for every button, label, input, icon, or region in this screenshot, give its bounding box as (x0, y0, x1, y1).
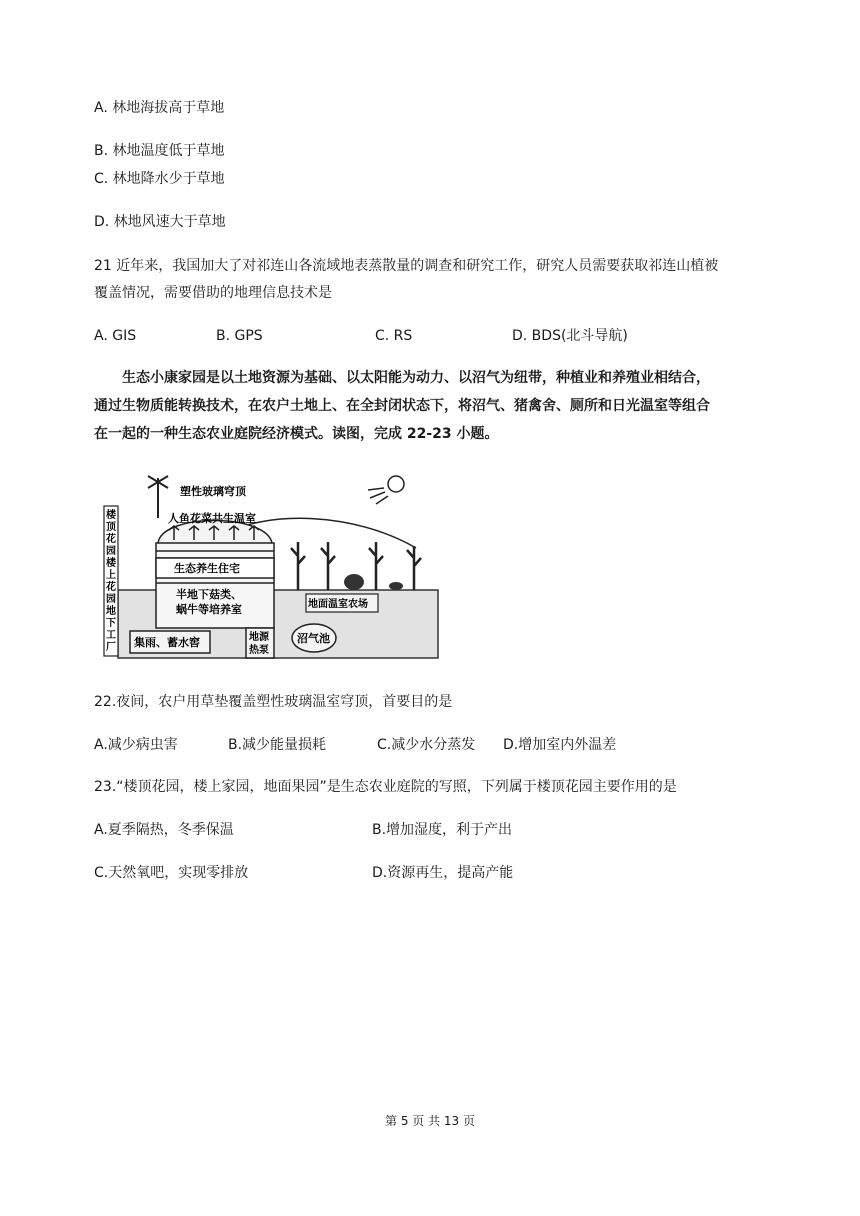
q23-option-c: C.天然氧吧，实现零排放 (94, 865, 249, 881)
q21-stem-line1: 21 近年来，我国加大了对祁连山各流域地表蒸散量的调查和研究工作，研究人员需要获取祁连山植被 (94, 258, 719, 274)
q22-option-d: D.增加室内外温差 (503, 737, 617, 753)
passage-line3: 在一起的一种生态农业庭院经济模式。读图，完成 22-23 小题。 (94, 426, 499, 442)
side-label-char: 地 (106, 606, 116, 617)
dome-label: 塑性玻璃穹顶 (180, 485, 246, 498)
q20-option-c: C. 林地降水少于草地 (94, 171, 225, 187)
side-label-char: 下 (106, 618, 116, 629)
q22-option-b: B.减少能量损耗 (228, 737, 327, 753)
side-label-char: 顶 (106, 522, 116, 533)
livestock (344, 574, 364, 590)
q21-option-b: B. GPS (216, 328, 263, 344)
heatpump-label-2: 热泵 (249, 645, 269, 656)
side-label-char: 楼 (106, 558, 116, 569)
basement-label-2: 蜗牛等培养室 (176, 603, 242, 616)
page-footer: 第 5 页 共 13 页 (385, 1114, 475, 1128)
q20-option-d: D. 林地风速大于草地 (94, 214, 226, 230)
q22-stem: 22.夜间，农户用草垫覆盖塑性玻璃温室穹顶，首要目的是 (94, 694, 453, 710)
residence-label: 生态养生住宅 (174, 562, 240, 575)
q21-option-c: C. RS (375, 328, 413, 344)
heatpump-label-1: 地源 (249, 632, 269, 643)
q22-option-a: A.减少病虫害 (94, 737, 178, 753)
q21-option-a: A. GIS (94, 328, 137, 344)
sun-icon (388, 476, 404, 492)
q21-stem-line2: 覆盖情况，需要借助的地理信息技术是 (94, 285, 332, 301)
side-label-char: 工 (106, 630, 116, 641)
eco-home-diagram (96, 468, 446, 664)
side-label-char: 园 (106, 594, 116, 605)
side-label-char: 上 (106, 570, 116, 581)
q22-option-c: C.减少水分蒸发 (377, 737, 476, 753)
side-label (105, 508, 117, 653)
q23-option-d: D.资源再生，提高产能 (372, 865, 514, 881)
q21-option-d: D. BDS(北斗导航) (512, 328, 628, 344)
side-label-char: 楼 (106, 510, 116, 521)
q23-option-a: A.夏季隔热，冬季保温 (94, 822, 234, 838)
side-label-char: 园 (106, 546, 116, 557)
side-label-char: 花 (106, 534, 116, 545)
q20-option-a: A. 林地海拔高于草地 (94, 100, 225, 116)
q20-option-b: B. 林地温度低于草地 (94, 143, 225, 159)
passage-line2: 通过生物质能转换技术，在农户土地上、在全封闭状态下，将沼气、猪禽舍、厕所和日光温室等组合 (94, 398, 710, 414)
rain-label: 集雨、蓄水窖 (134, 636, 200, 649)
biogas-label: 沼气池 (297, 632, 330, 645)
q23-option-b: B.增加湿度，利于产出 (372, 822, 513, 838)
side-label-char: 花 (106, 582, 116, 593)
greenhouse-label: 人鱼花菜共生温室 (168, 512, 256, 525)
q23-stem: 23.“楼顶花园，楼上家园，地面果园”是生态农业庭院的写照，下列属于楼顶花园主要作用的是 (94, 779, 677, 795)
side-label-char: 厂 (106, 642, 116, 653)
basement-label-1: 半地下菇类、 (176, 588, 242, 601)
farm-label: 地面温室农场 (308, 599, 368, 610)
passage-line1: 生态小康家园是以土地资源为基础、以太阳能为动力、以沼气为纽带，种植业和养殖业相结合， (122, 370, 710, 386)
